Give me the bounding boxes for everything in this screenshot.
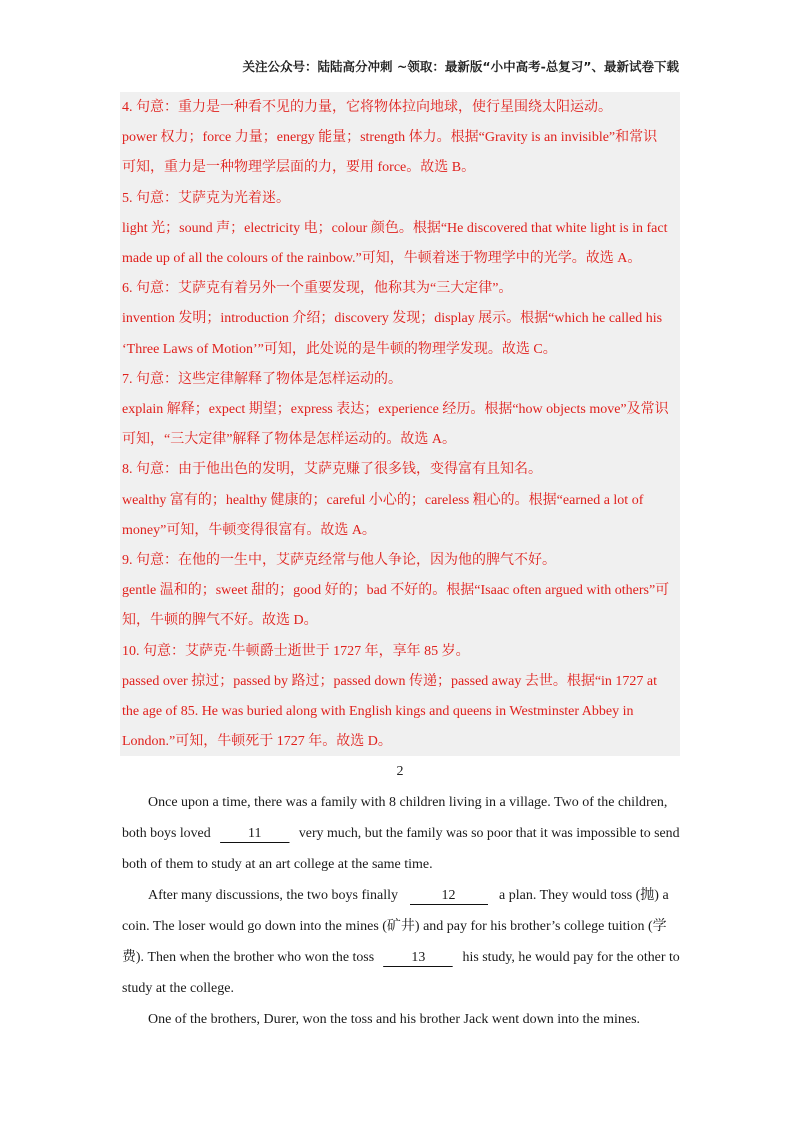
answer-line: gentle 温和的；sweet 甜的；good 好的；bad 不好的。根据“Isaac often argued with others”可: [122, 583, 670, 599]
answer-line: London.”可知，牛顿死于 1727 年。故选 D。: [122, 734, 392, 750]
passage-text: very much, but the family was so poor that it was impossible to send: [298, 826, 680, 841]
passage-line: [148, 886, 669, 906]
passage-text: After many discussions, the two boys finally: [148, 888, 399, 903]
answer-line: invention 发明；introduction 介绍；discovery 发现；display 展示。根据“which he called his: [122, 311, 663, 327]
blank-13[interactable]: 13: [384, 950, 454, 967]
answer-line: made up of all the colours of the rainbow.”可知，牛顿着迷于物理学中的光学。故选 A。: [122, 251, 642, 266]
passage-text: 费). Then when the brother who won the toss: [122, 950, 375, 965]
passage-line: Once upon a time, there was a family with 8 children living in a village. Two of the children,: [148, 795, 668, 810]
passage-text: a plan. They would toss (抛) a: [499, 888, 669, 903]
passage-line: coin. The loser would go down into the mines (矿井) and pay for his brother’s college tuition (学: [122, 919, 667, 934]
passage-line: study at the college.: [122, 981, 234, 996]
answer-line: the age of 85. He was buried along with English kings and queens in Westminster Abbey in: [122, 704, 634, 719]
answer-line: light 光；sound 声；electricity 电；colour 颜色。根据“He discovered that white light is in fact: [122, 220, 668, 236]
answer-line: money”可知，牛顿变得很富有。故选 A。: [122, 522, 376, 538]
answer-line: wealthy 富有的；healthy 健康的；careful 小心的；careless 粗心的。根据“earned a lot of: [122, 492, 644, 508]
passage-line: [122, 948, 680, 968]
page-header: 关注公众号：陆陆高分冲刺 ~领取：最新版“小中高考-总复习”、最新试卷下载: [242, 59, 679, 74]
answer-line: ‘Three Laws of Motion’”可知，此处说的是牛顿的物理学发现。故选 C。: [122, 341, 557, 357]
passage-text: his study, he would pay for the other to: [462, 950, 680, 965]
answer-line: 10. 句意：艾萨克·牛顿爵士逝世于 1727 年，享年 85 岁。: [122, 643, 470, 659]
passage-line: One of the brothers, Durer, won the toss and his brother Jack went down into the mines.: [148, 1012, 641, 1027]
passage-line: both of them to study at an art college at the same time.: [122, 857, 433, 872]
answer-line: explain 解释；expect 期望；express 表达；experience 经历。根据“how objects move”及常识: [122, 402, 669, 417]
answer-line: 6. 句意：艾萨克有着另外一个重要发现，他称其为“三大定律”。: [122, 281, 513, 297]
answer-line: 9. 句意：在他的一生中，艾萨克经常与他人争论，因为他的脾气不好。: [122, 553, 556, 568]
blank-11[interactable]: 11: [220, 826, 289, 843]
answer-line: power 权力；force 力量；energy 能量；strength 体力。根据“Gravity is an invisible”和常识: [122, 130, 658, 146]
answer-line: 可知，“三大定律”解释了物体是怎样运动的。故选 A。: [122, 432, 457, 448]
page-number: 2: [396, 764, 404, 779]
passage-text: both boys loved: [122, 826, 211, 841]
answer-line: 知，牛顿的脾气不好。故选 D。: [122, 613, 318, 629]
passage-line: [122, 824, 680, 844]
answer-line: 5. 句意：艾萨克为光着迷。: [122, 190, 290, 206]
blank-12[interactable]: 12: [410, 888, 488, 905]
answer-line: 可知，重力是一种物理学层面的力，要用 force。故选 B。: [122, 160, 476, 176]
answer-line: 7. 句意：这些定律解释了物体是怎样运动的。: [122, 371, 402, 387]
answer-line: 4. 句意：重力是一种看不见的力量，它将物体拉向地球，使行星围绕太阳运动。: [122, 100, 612, 115]
answer-line: 8. 句意：由于他出色的发明，艾萨克赚了很多钱，变得富有且知名。: [122, 462, 542, 478]
answer-line: passed over 掠过；passed by 路过；passed down 传递；passed away 去世。根据“in 1727 at: [122, 673, 658, 689]
